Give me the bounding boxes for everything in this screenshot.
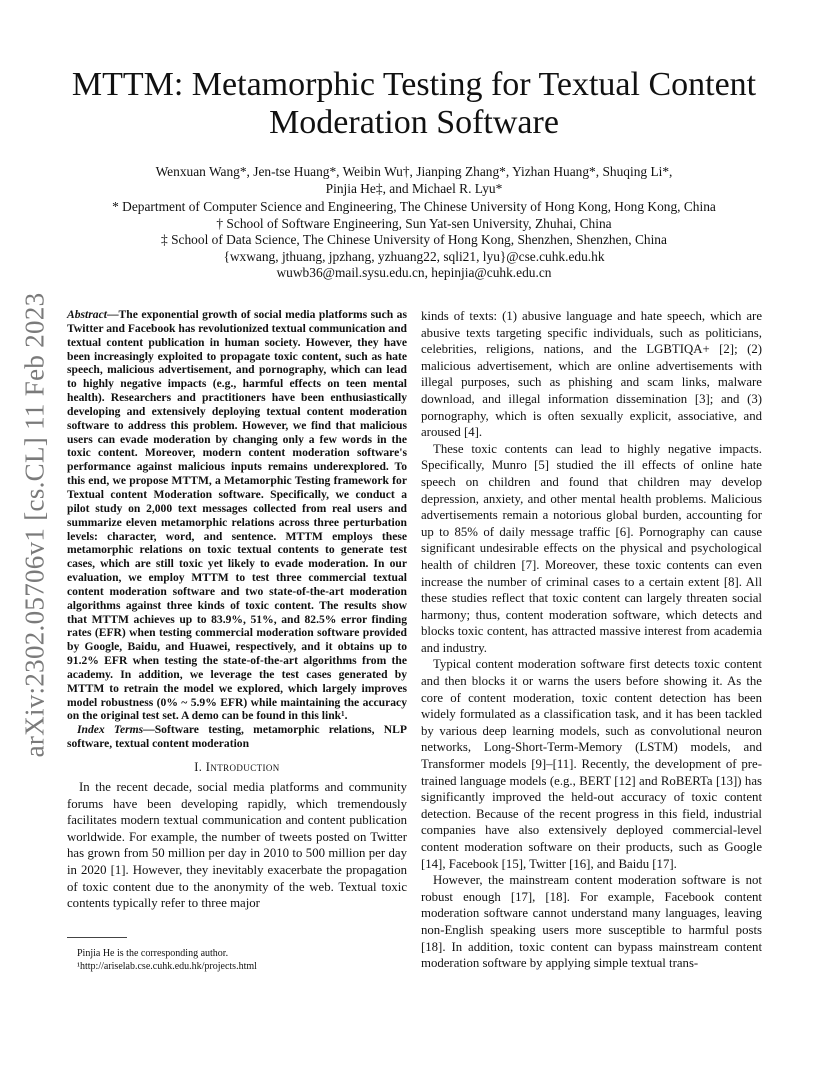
- intro-paragraph: In the recent decade, social media platforms and community forums have been developing rapidly, which tremendously facilitates modern textual communication and content publication worldwide. For example, the number of tweets posted on Twitter has grown from 50 million per day in 2010 to 500 million per day in 2020 [1]. However, they inevitably exacerbate the propagation of toxic content due to the anonymity of the web. Textual toxic contents typically refer to three major: [67, 780, 407, 911]
- body-paragraph-toxic-kinds: kinds of texts: (1) abusive language and hate speech, which are abusive texts targeting specific individuals, such as politicians, celebrities, religions, nations, and the LGBTIQA+ [2]; (2) malicious advertisement, which are online advertisements with illegal purposes, such as phishing and scam links, malware download, and illegal information dissemination [3]; and (3) pornography, which is often sexually explicit, associative, and aroused [4].: [421, 309, 762, 440]
- section-heading-introduction: I. Introduction: [194, 760, 280, 774]
- footnote-corresponding-author: Pinjia He is the corresponding author.: [77, 948, 229, 959]
- left-column: [67, 308, 407, 912]
- abstract: [67, 308, 407, 723]
- footnotes: [67, 947, 407, 973]
- paper-title: MTTM: Metamorphic Testing for Textual Content Moderation Software: [71, 66, 757, 141]
- affiliation-cuhk: * Department of Computer Science and Engineering, The Chinese University of Hong Kong, Hong Kong, China: [112, 199, 716, 214]
- email-other: wuwb36@mail.sysu.edu.cn, hepinjia@cuhk.edu.cn: [276, 265, 552, 281]
- index-terms-label: Index Terms: [77, 723, 144, 737]
- index-terms: [67, 723, 407, 751]
- abstract-label: Abstract: [67, 308, 107, 321]
- index-terms-text: —Software testing, metamorphic relations, NLP software, textual content moderation: [67, 723, 407, 751]
- affiliations: [60, 199, 768, 282]
- footnote-demo-link[interactable]: ¹http://ariselab.cse.cuhk.edu.hk/projects.html: [77, 961, 257, 972]
- abstract-text: —The exponential growth of social media platforms such as Twitter and Facebook has revolutionized textual communication and textual content publication in human society. However, they have been increasingly exploited to propagate toxic content, such as hate speech, malicious advertisement, and pornography, which can lead to highly negative impacts (e.g., harmful effects on teen mental health). Researchers and practitioners have been enthusiastically developing and extensively deploying textual content moderation software to address this problem. However, we find that malicious users can evade moderation by changing only a few words in the toxic content. Moreover, modern content moderation software's performance against malicious inputs remains underexplored. To this end, we propose MTTM, a Metamorphic Testing framework for Textual content Moderation software. Specifically, we conduct a pilot study on 2,000 text messages collected from real users and summarize eleven metamorphic relations across three perturbation levels: character, word, and sentence. MTTM employs these metamorphic relations on toxic textual contents to generate test cases, which are still toxic yet likely to evade moderation. In our evaluation, we employ MTTM to test three commercial textual content moderation software and two state-of-the-art moderation algorithms against three kinds of toxic content. The results show that MTTM achieves up to 83.9%, 51%, and 82.5% error finding rates (EFR) when testing commercial moderation software provided by Google, Baidu, and Huawei, respectively, and it obtains up to 91.2% EFR when testing the state-of-the-art algorithms from the academy. In addition, we leverage the test cases generated by MTTM to retrain the model we explored, which largely improves model robustness (0% ~ 5.9% EFR) while maintaining the accuracy on the original test set. A demo can be found in this link¹.: [67, 308, 407, 723]
- author-line-1: Wenxuan Wang*, Jen-tse Huang*, Weibin Wu†, Jianping Zhang*, Yizhan Huang*, Shuqing Li*,: [155, 164, 673, 179]
- body-paragraph-robustness: However, the mainstream content moderation software is not robust enough [17], [18]. For example, Facebook content moderation software cannot understand many languages, leaving non-English speaking users more susceptible to harmful posts [18]. In addition, toxic content can bypass mainstream content moderation software by applying simple textual trans-: [421, 873, 762, 971]
- affiliation-sysu: † School of Software Engineering, Sun Yat-sen University, Zhuhai, China: [216, 215, 612, 231]
- body-paragraph-impacts: These toxic contents can lead to highly negative impacts. Specifically, Munro [5] studied the ill effects of online hate speech on children and found that children may develop depression, anxiety, and other mental health problems. Malicious advertisements remain a notorious global burden, accounting for up to 85% of daily message traffic [6]. Pornography can cause significant undesirable effects on the physical and psychological health of children [7]. Moreover, these toxic contents can even increase the number of criminal cases to a certain extent [8]. All these studies reflect that toxic content can largely threaten social harmony; thus, content moderation software, which detects and blocks toxic content, has attracted massive interest from academia and industry.: [421, 441, 762, 655]
- email-cuhk: {wxwang, jthuang, jpzhang, yzhuang22, sqli21, lyu}@cse.cuhk.edu.hk: [223, 248, 605, 264]
- right-column: [421, 308, 762, 972]
- footnote-divider: [67, 937, 127, 938]
- arxiv-identifier: [10, 290, 60, 760]
- body-paragraph-typical-software: Typical content moderation software first detects toxic content and then blocks it or warns the users before showing it. As the core of content moderation, toxic content detection has been widely formulated as a classification task, and it has been tackled by various deep learning models, such as convolutional neuron networks, Long-Short-Term-Memory (LSTM) models, and Transformer models [9]–[11]. Recently, the development of pre-trained language models (e.g., BERT [12] and RoBERTa [13]) has significantly improved the held-out accuracy of toxic content detection. Because of the recent progress in this field, industrial companies have also extensively deployed commercial-level content moderation software on their products, such as Google [14], Facebook [15], Twitter [16], and Baidu [17].: [421, 657, 762, 871]
- author-list: [80, 163, 748, 197]
- affiliation-cuhk-shenzhen: ‡ School of Data Science, The Chinese University of Hong Kong, Shenzhen, Shenzhen, China: [161, 232, 667, 248]
- arxiv-identifier-text: arXiv:2302.05706v1 [cs.CL] 11 Feb 2023: [19, 292, 50, 758]
- author-line-2: Pinjia He‡, and Michael R. Lyu*: [325, 181, 503, 196]
